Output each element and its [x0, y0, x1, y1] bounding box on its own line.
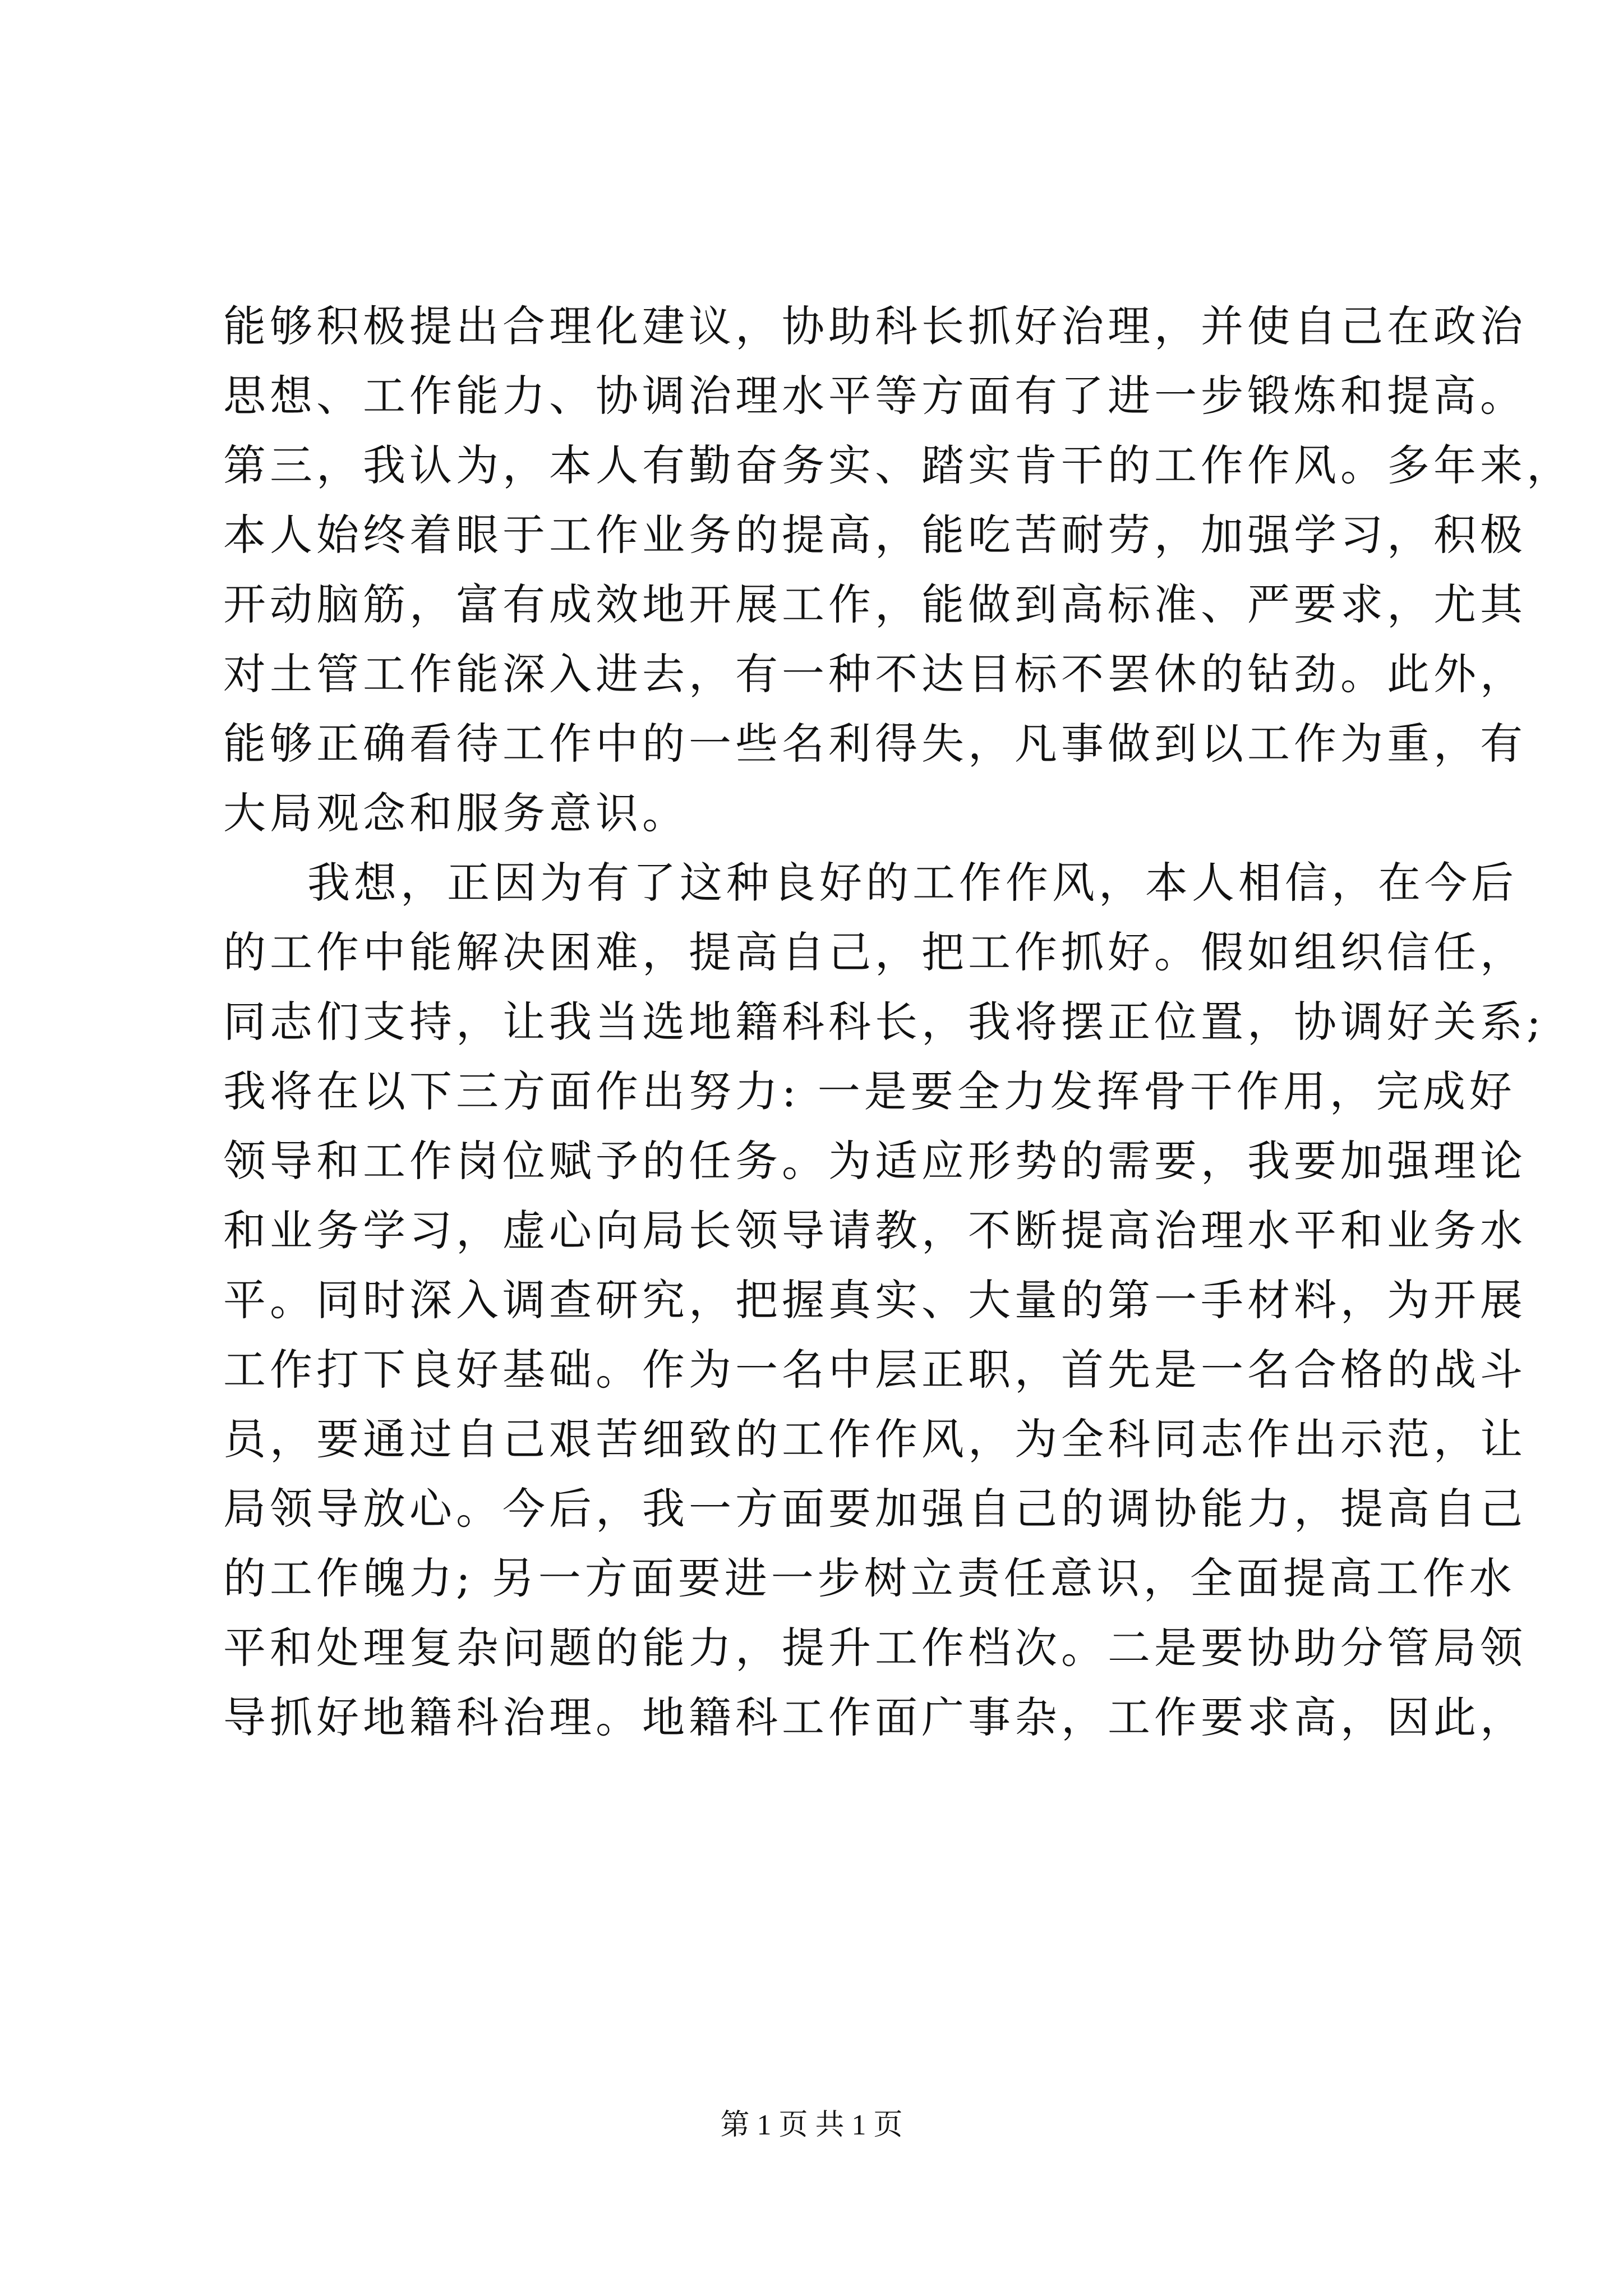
- page-number-footer: 第 1 页 共 1 页: [720, 2109, 903, 2141]
- text-line: 的工作魄力; 另一方面要进一步树立责任意识，全面提高工作水: [223, 1553, 1516, 1603]
- paragraph-start-line: 我想，正因为有了这种良好的工作作风，本人相信，在今后: [307, 858, 1518, 908]
- text-line: 员，要通过自己艰苦细致的工作作风，为全科同志作出示范，让: [223, 1414, 1527, 1464]
- text-line: 能够积极提出合理化建议，协助科长抓好治理，并使自己在政治: [223, 301, 1527, 351]
- text-line: 导抓好地籍科治理。地籍科工作面广事杂，工作要求高，因此，: [223, 1692, 1527, 1742]
- text-line: 工作打下良好基础。作为一名中层正职，首先是一名合格的战斗: [223, 1345, 1527, 1395]
- text-line: 平。同时深入调查研究，把握真实、大量的第一手材料，为开展: [223, 1275, 1527, 1325]
- text-line: 第三，我认为，本人有勤奋务实、踏实肯干的工作作风。多年来，: [223, 440, 1573, 490]
- text-line: 本人始终着眼于工作业务的提高，能吃苦耐劳，加强学习，积极: [223, 510, 1527, 560]
- text-line: 能够正确看待工作中的一些名利得失，凡事做到以工作为重，有: [223, 719, 1527, 769]
- text-line: 局领导放心。今后，我一方面要加强自己的调协能力，提高自己: [223, 1484, 1527, 1534]
- text-line: 同志们支持，让我当选地籍科科长，我将摆正位置，协调好关系;: [223, 997, 1545, 1047]
- text-line: 平和处理复杂问题的能力，提升工作档次。二是要协助分管局领: [223, 1623, 1527, 1673]
- text-line: 领导和工作岗位赋予的任务。为适应形势的需要，我要加强理论: [223, 1136, 1527, 1186]
- text-line: 思想、工作能力、协调治理水平等方面有了进一步锻炼和提高。: [223, 371, 1527, 421]
- text-line: 和业务学习，虚心向局长领导请教，不断提高治理水平和业务水: [223, 1205, 1527, 1255]
- text-line: 我将在以下三方面作出努力: 一是要全力发挥骨干作用，完成好: [223, 1066, 1516, 1116]
- text-line: 的工作中能解决困难，提高自己，把工作抓好。假如组织信任，: [223, 927, 1527, 977]
- text-line: 开动脑筋，富有成效地开展工作，能做到高标准、严要求，尤其: [223, 579, 1527, 629]
- text-line: 大局观念和服务意识。: [223, 788, 689, 838]
- text-line: 对土管工作能深入进去，有一种不达目标不罢休的钻劲。此外，: [223, 649, 1527, 699]
- document-body: [223, 292, 1573, 1752]
